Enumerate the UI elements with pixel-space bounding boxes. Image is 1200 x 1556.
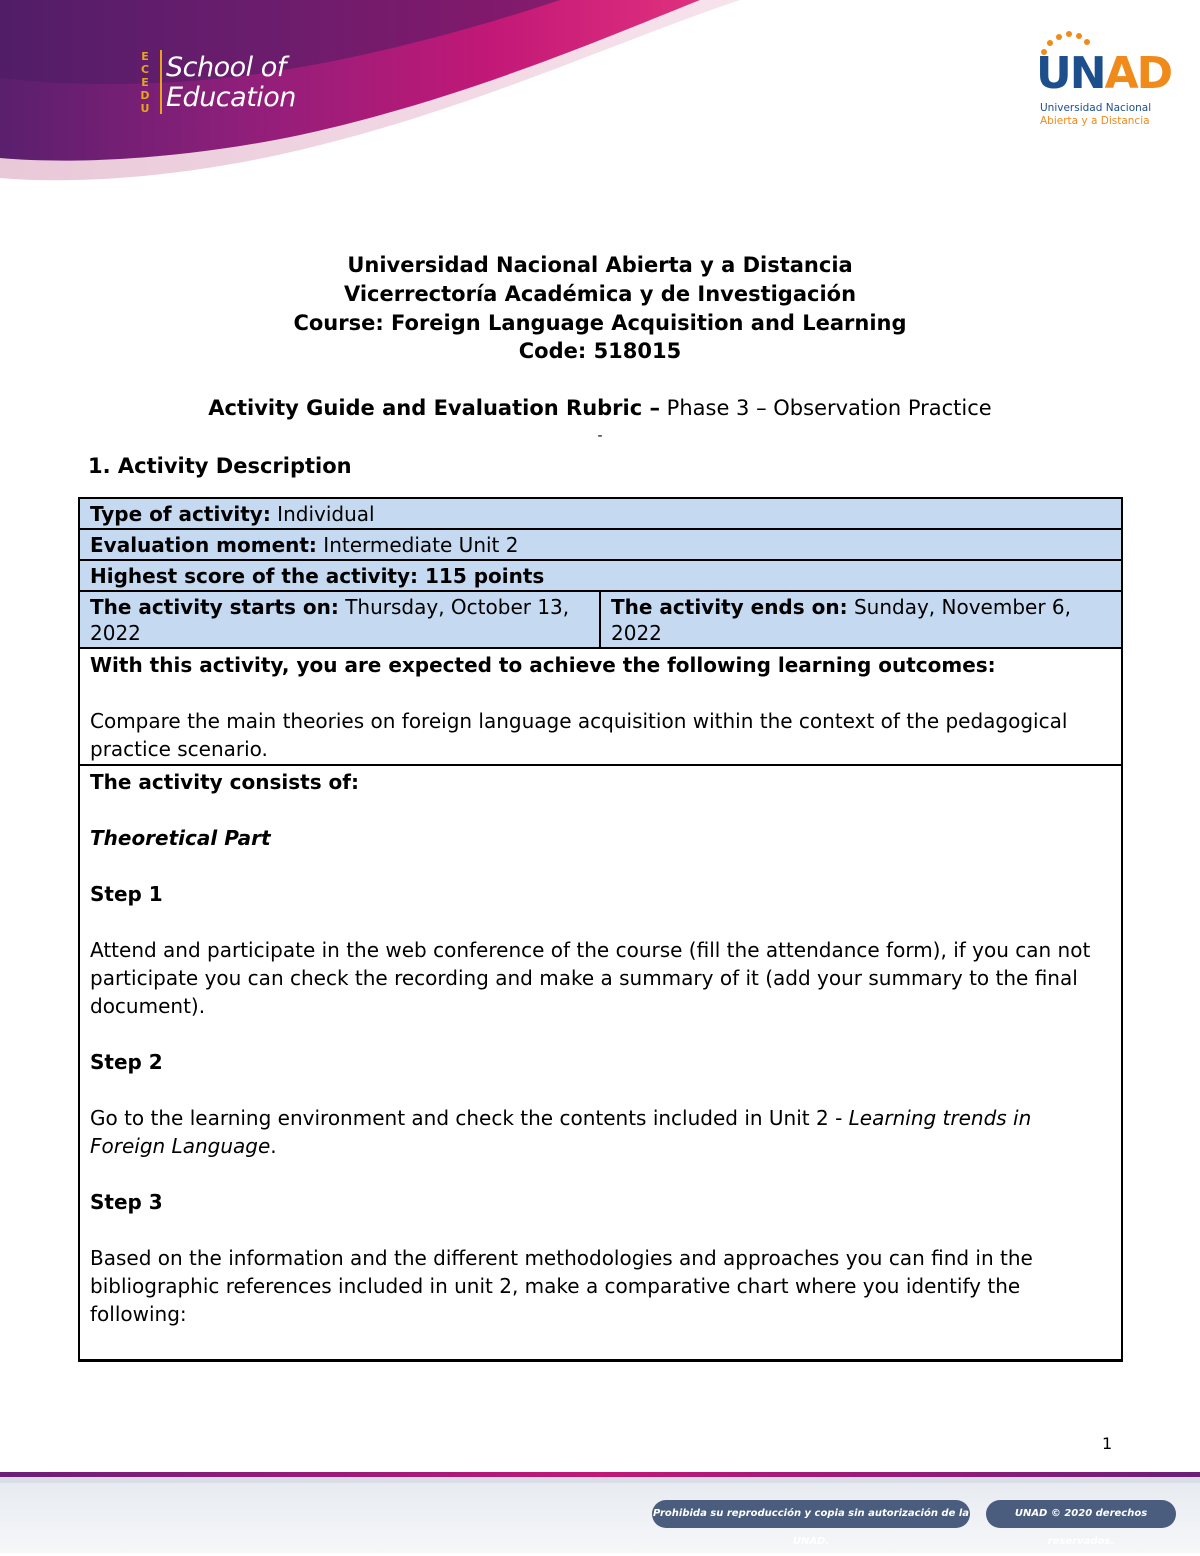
- education-text: Education: [166, 82, 296, 113]
- table-row: [79, 529, 1122, 560]
- outcomes-label: With this activity, you are expected to achieve the following learning outcomes:: [90, 653, 996, 677]
- type-label: Type of activity:: [90, 502, 271, 526]
- course-code: Code: 518015: [518, 339, 682, 363]
- step-3-label: Step 3: [90, 1190, 163, 1214]
- start-date-cell: [79, 591, 600, 648]
- consists-label: The activity consists of:: [90, 770, 359, 794]
- step-2-text-italic: Learning trends in Foreign Language: [90, 1106, 1032, 1158]
- unad-subtitle-2: Abierta y a Distancia: [1040, 115, 1150, 127]
- ecedu-letter: C: [140, 63, 150, 76]
- footer-copyright: UNAD © 2020 derechos reservados.: [986, 1500, 1176, 1528]
- ecedu-letter: D: [140, 89, 150, 102]
- unad-wordmark: [1036, 48, 1171, 99]
- step-3-text: Based on the information and the different methodologies and approaches you can find in the bibliographic references included in unit 2, make a comparative chart where you identify the following:: [90, 1246, 1033, 1326]
- type-value: Individual: [270, 502, 375, 526]
- theoretical-part-label: Theoretical Part: [90, 826, 271, 850]
- ecedu-letter: U: [140, 102, 150, 115]
- moment-label: Evaluation moment:: [90, 533, 317, 557]
- unad-wordmark-ad: AD: [1104, 48, 1172, 99]
- ecedu-vertical-mark: [138, 50, 152, 115]
- school-logo-rule: [160, 50, 162, 114]
- guide-title-phase: Phase 3 – Observation Practice: [660, 396, 992, 420]
- table-row: [79, 648, 1122, 765]
- activity-description-table: [78, 497, 1123, 1362]
- ecedu-letter: E: [141, 50, 149, 63]
- outcomes-text: Compare the main theories on foreign language acquisition within the context of the pedagogical practice scenario.: [90, 709, 1068, 761]
- type-of-activity-cell: [79, 498, 1122, 529]
- step-2-text-b: .: [270, 1134, 277, 1158]
- page-number: 1: [1102, 1434, 1113, 1453]
- evaluation-moment-cell: [79, 529, 1122, 560]
- score-label: Highest score of the activity: 115 points: [90, 564, 545, 588]
- footer-notice: Prohibida su reproducción y copia sin autorización de la UNAD.: [652, 1500, 970, 1528]
- school-of-text: School of: [166, 52, 286, 83]
- highest-score-cell: [79, 560, 1122, 591]
- section-title: 1. Activity Description: [88, 454, 352, 478]
- starts-value: Thursday, October 13, 2022: [90, 595, 570, 645]
- ends-label: The activity ends on:: [611, 595, 848, 619]
- end-date-cell: [600, 591, 1122, 648]
- step-2-text-a: Go to the learning environment and check the contents included in Unit 2 -: [90, 1106, 849, 1130]
- table-row: [79, 560, 1122, 591]
- table-row: [79, 765, 1122, 1361]
- starts-label: The activity starts on:: [90, 595, 339, 619]
- table-row: [79, 591, 1122, 648]
- table-row: [79, 498, 1122, 529]
- step-1-label: Step 1: [90, 882, 163, 906]
- vicerrectoria-name: Vicerrectoría Académica y de Investigación: [343, 282, 857, 306]
- guide-title-bold: Activity Guide and Evaluation Rubric –: [208, 396, 660, 420]
- step-2-text: [90, 1104, 1112, 1160]
- unad-wordmark-n: N: [1069, 48, 1105, 99]
- ecedu-letter: E: [141, 76, 149, 89]
- guide-dash: -: [597, 428, 603, 444]
- ends-value: Sunday, November 6, 2022: [611, 595, 1071, 645]
- activity-consists-cell: [79, 765, 1122, 1361]
- step-1-text: Attend and participate in the web conference of the course (fill the attendance form), if you can not participate you can check the recording and make a summary of it (add your summary to the final document).: [90, 938, 1091, 1018]
- step-2-label: Step 2: [90, 1050, 163, 1074]
- learning-outcomes-cell: [79, 648, 1122, 765]
- unad-wordmark-u: U: [1036, 48, 1070, 99]
- university-name: Universidad Nacional Abierta y a Distancia: [347, 253, 853, 277]
- course-name: Course: Foreign Language Acquisition and Learning: [293, 311, 907, 335]
- unad-subtitle-1: Universidad Nacional: [1040, 102, 1152, 114]
- moment-value: Intermediate Unit 2: [316, 533, 519, 557]
- guide-title: [0, 396, 1200, 420]
